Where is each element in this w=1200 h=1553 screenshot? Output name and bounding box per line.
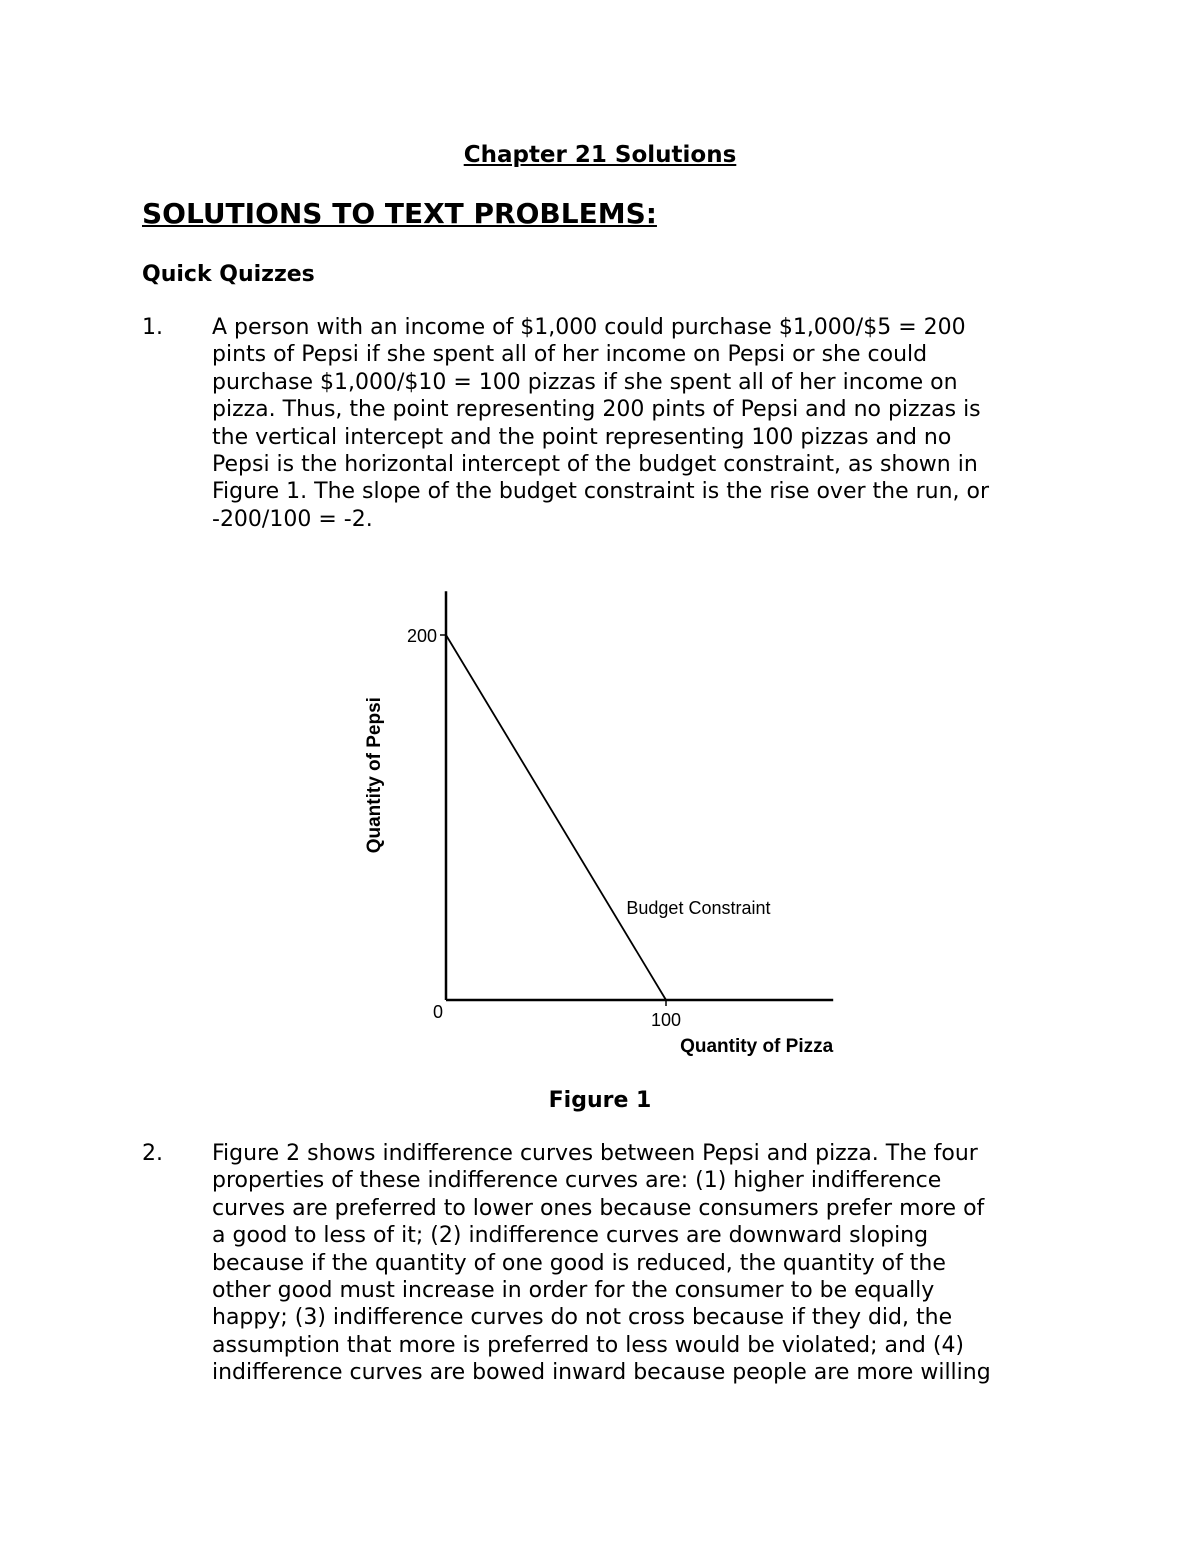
item-2-line: a good to less of it; (2) indifference curves are downward sloping — [212, 1223, 929, 1249]
item-2-number: 2. — [142, 1141, 163, 1166]
item-2-line: properties of these indifference curves are: (1) higher indifference — [212, 1168, 942, 1194]
chapter-title: Chapter 21 Solutions — [463, 142, 737, 168]
item-2-line: other good must increase in order for the consumer to be equally — [212, 1278, 935, 1304]
origin-label: 0 — [432, 1002, 444, 1022]
subsection-title: Quick Quizzes — [142, 262, 315, 287]
budget-constraint-label: Budget Constraint — [626, 898, 771, 919]
y-axis-label: Quantity of Pepsi — [364, 697, 385, 854]
section-title: SOLUTIONS TO TEXT PROBLEMS: — [142, 197, 657, 230]
item-2-line: because if the quantity of one good is reduced, the quantity of the — [212, 1250, 946, 1276]
item-2-line: Figure 2 shows indifference curves between Pepsi and pizza. The four — [212, 1141, 978, 1166]
item-1-line: Figure 1. The slope of the budget constraint is the rise over the run, or — [212, 479, 990, 505]
item-1-line: -200/100 = -2. — [212, 506, 373, 532]
figure-caption: Figure 1 — [548, 1088, 652, 1113]
item-1-line: pints of Pepsi if she spent all of her income on Pepsi or she could — [212, 342, 928, 368]
item-2-line: happy; (3) indifference curves do not cross because if they did, the — [212, 1305, 953, 1331]
item-2-text — [212, 1140, 1052, 1387]
x-axis-label: Quantity of Pizza — [680, 1036, 834, 1057]
item-1-line: pizza. Thus, the point representing 200 pints of Pepsi and no pizzas is — [212, 397, 981, 423]
x-tick-label-100: 100 — [650, 1010, 682, 1030]
item-2-line: curves are preferred to lower ones because consumers prefer more of — [212, 1195, 985, 1221]
y-tick-label-200: 200 — [406, 626, 437, 646]
item-2-line: assumption that more is preferred to less would be violated; and (4) — [212, 1332, 965, 1358]
budget-constraint-line — [446, 635, 666, 1000]
item-1-number: 1. — [142, 315, 163, 340]
item-2-line: indifference curves are bowed inward because people are more willing — [212, 1360, 991, 1386]
item-1-line: Pepsi is the horizontal intercept of the budget constraint, as shown in — [212, 452, 978, 478]
item-1-line: purchase $1,000/$10 = 100 pizzas if she spent all of her income on — [212, 369, 958, 395]
item-1-line: the vertical intercept and the point representing 100 pizzas and no — [212, 424, 952, 450]
item-1-line: A person with an income of $1,000 could purchase $1,000/$5 = 200 — [212, 315, 966, 340]
